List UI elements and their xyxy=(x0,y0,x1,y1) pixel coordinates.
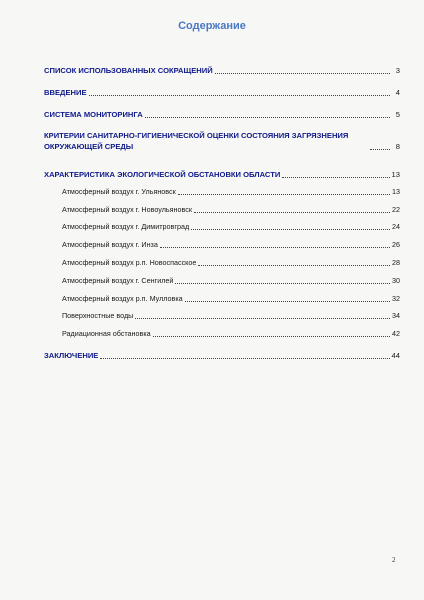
toc-entry-page: 44 xyxy=(391,351,400,360)
toc-leader xyxy=(175,283,390,284)
toc-entry-air-ulyanovsk[interactable] xyxy=(62,187,400,197)
toc-entry-page: 5 xyxy=(395,110,400,119)
toc-entry-monitoring[interactable] xyxy=(44,110,400,120)
toc-entry-page: 26 xyxy=(392,240,400,249)
toc-leader xyxy=(198,265,390,266)
toc-entry-criteria[interactable] xyxy=(44,130,400,152)
toc-entry-page: 32 xyxy=(392,294,400,303)
toc-entry-page: 3 xyxy=(395,66,400,75)
toc-entry-introduction[interactable] xyxy=(44,88,400,98)
toc-entry-label: Поверхностные воды xyxy=(62,311,134,320)
toc-entry-abbreviations[interactable] xyxy=(44,66,400,76)
toc-leader xyxy=(153,336,390,337)
toc-entry-label: СИСТЕМА МОНИТОРИНГА xyxy=(44,110,143,119)
toc-leader xyxy=(191,229,390,230)
toc-entry-page: 24 xyxy=(392,222,400,231)
toc-entry-label: Атмосферный воздух г. Сенгилей xyxy=(62,276,174,285)
toc-leader xyxy=(178,194,390,195)
toc-entry-air-novospasskoe[interactable] xyxy=(62,258,400,268)
toc-entry-label: ВВЕДЕНИЕ xyxy=(44,88,87,97)
toc-leader xyxy=(89,95,390,96)
toc-leader xyxy=(215,73,390,74)
toc-entry-label: Атмосферный воздух р.п. Новоспасское xyxy=(62,258,197,267)
toc-entry-air-sengiley[interactable] xyxy=(62,276,400,286)
toc-entry-page: 34 xyxy=(392,311,400,320)
toc-entry-label: СПИСОК ИСПОЛЬЗОВАННЫХ СОКРАЩЕНИЙ xyxy=(44,66,213,75)
toc-entry-page: 42 xyxy=(392,329,400,338)
toc-entry-label: Атмосферный воздух г. Ульяновск xyxy=(62,187,176,196)
toc-entry-page: 8 xyxy=(395,142,400,151)
toc-leader xyxy=(135,318,390,319)
toc-entry-label: ЗАКЛЮЧЕНИЕ xyxy=(44,351,99,360)
page-number: 2 xyxy=(392,556,396,564)
toc-entry-page: 28 xyxy=(392,258,400,267)
toc-entry-page: 22 xyxy=(392,205,400,214)
toc-entry-label: Атмосферный воздух р.п. Мулловка xyxy=(62,294,183,303)
toc-entry-label: ХАРАКТЕРИСТИКА ЭКОЛОГИЧЕСКОЙ ОБСТАНОВКИ ОБЛАСТИ xyxy=(44,170,281,179)
toc-entry-label: Радиационная обстановка xyxy=(62,329,151,338)
toc-entry-air-dimitrovgrad[interactable] xyxy=(62,222,400,232)
toc-entry-page: 13 xyxy=(391,170,400,179)
toc-entry-page: 4 xyxy=(395,88,400,97)
toc-entry-surface-water[interactable] xyxy=(62,311,400,321)
toc-leader xyxy=(194,212,390,213)
toc-entry-label: Атмосферный воздух г. Димитровград xyxy=(62,222,190,231)
toc-entry-air-novoulyanovsk[interactable] xyxy=(62,205,400,215)
toc-entry-radiation[interactable] xyxy=(62,329,400,339)
toc-entry-page: 30 xyxy=(392,276,400,285)
toc-leader xyxy=(160,247,390,248)
toc-leader xyxy=(145,117,390,118)
toc-entry-air-inza[interactable] xyxy=(62,240,400,250)
page-title: Содержание xyxy=(178,20,246,32)
toc-entry-page: 13 xyxy=(392,187,400,196)
toc-entry-air-mullovka[interactable] xyxy=(62,294,400,304)
toc-leader xyxy=(100,358,389,359)
toc-entry-conclusion[interactable] xyxy=(44,351,400,361)
toc-entry-label: Атмосферный воздух г. Новоульяновск xyxy=(62,205,192,214)
toc-leader xyxy=(370,149,390,150)
toc-entry-ecology[interactable] xyxy=(44,170,400,180)
toc-leader xyxy=(185,301,390,302)
toc-entry-label: Атмосферный воздух г. Инза xyxy=(62,240,158,249)
toc-leader xyxy=(282,177,389,178)
toc-entry-label: КРИТЕРИИ САНИТАРНО-ГИГИЕНИЧЕСКОЙ ОЦЕНКИ СОСТОЯНИЯ ЗАГРЯЗНЕНИЯ ОКРУЖАЮЩЕЙ СРЕДЫ xyxy=(44,131,349,151)
